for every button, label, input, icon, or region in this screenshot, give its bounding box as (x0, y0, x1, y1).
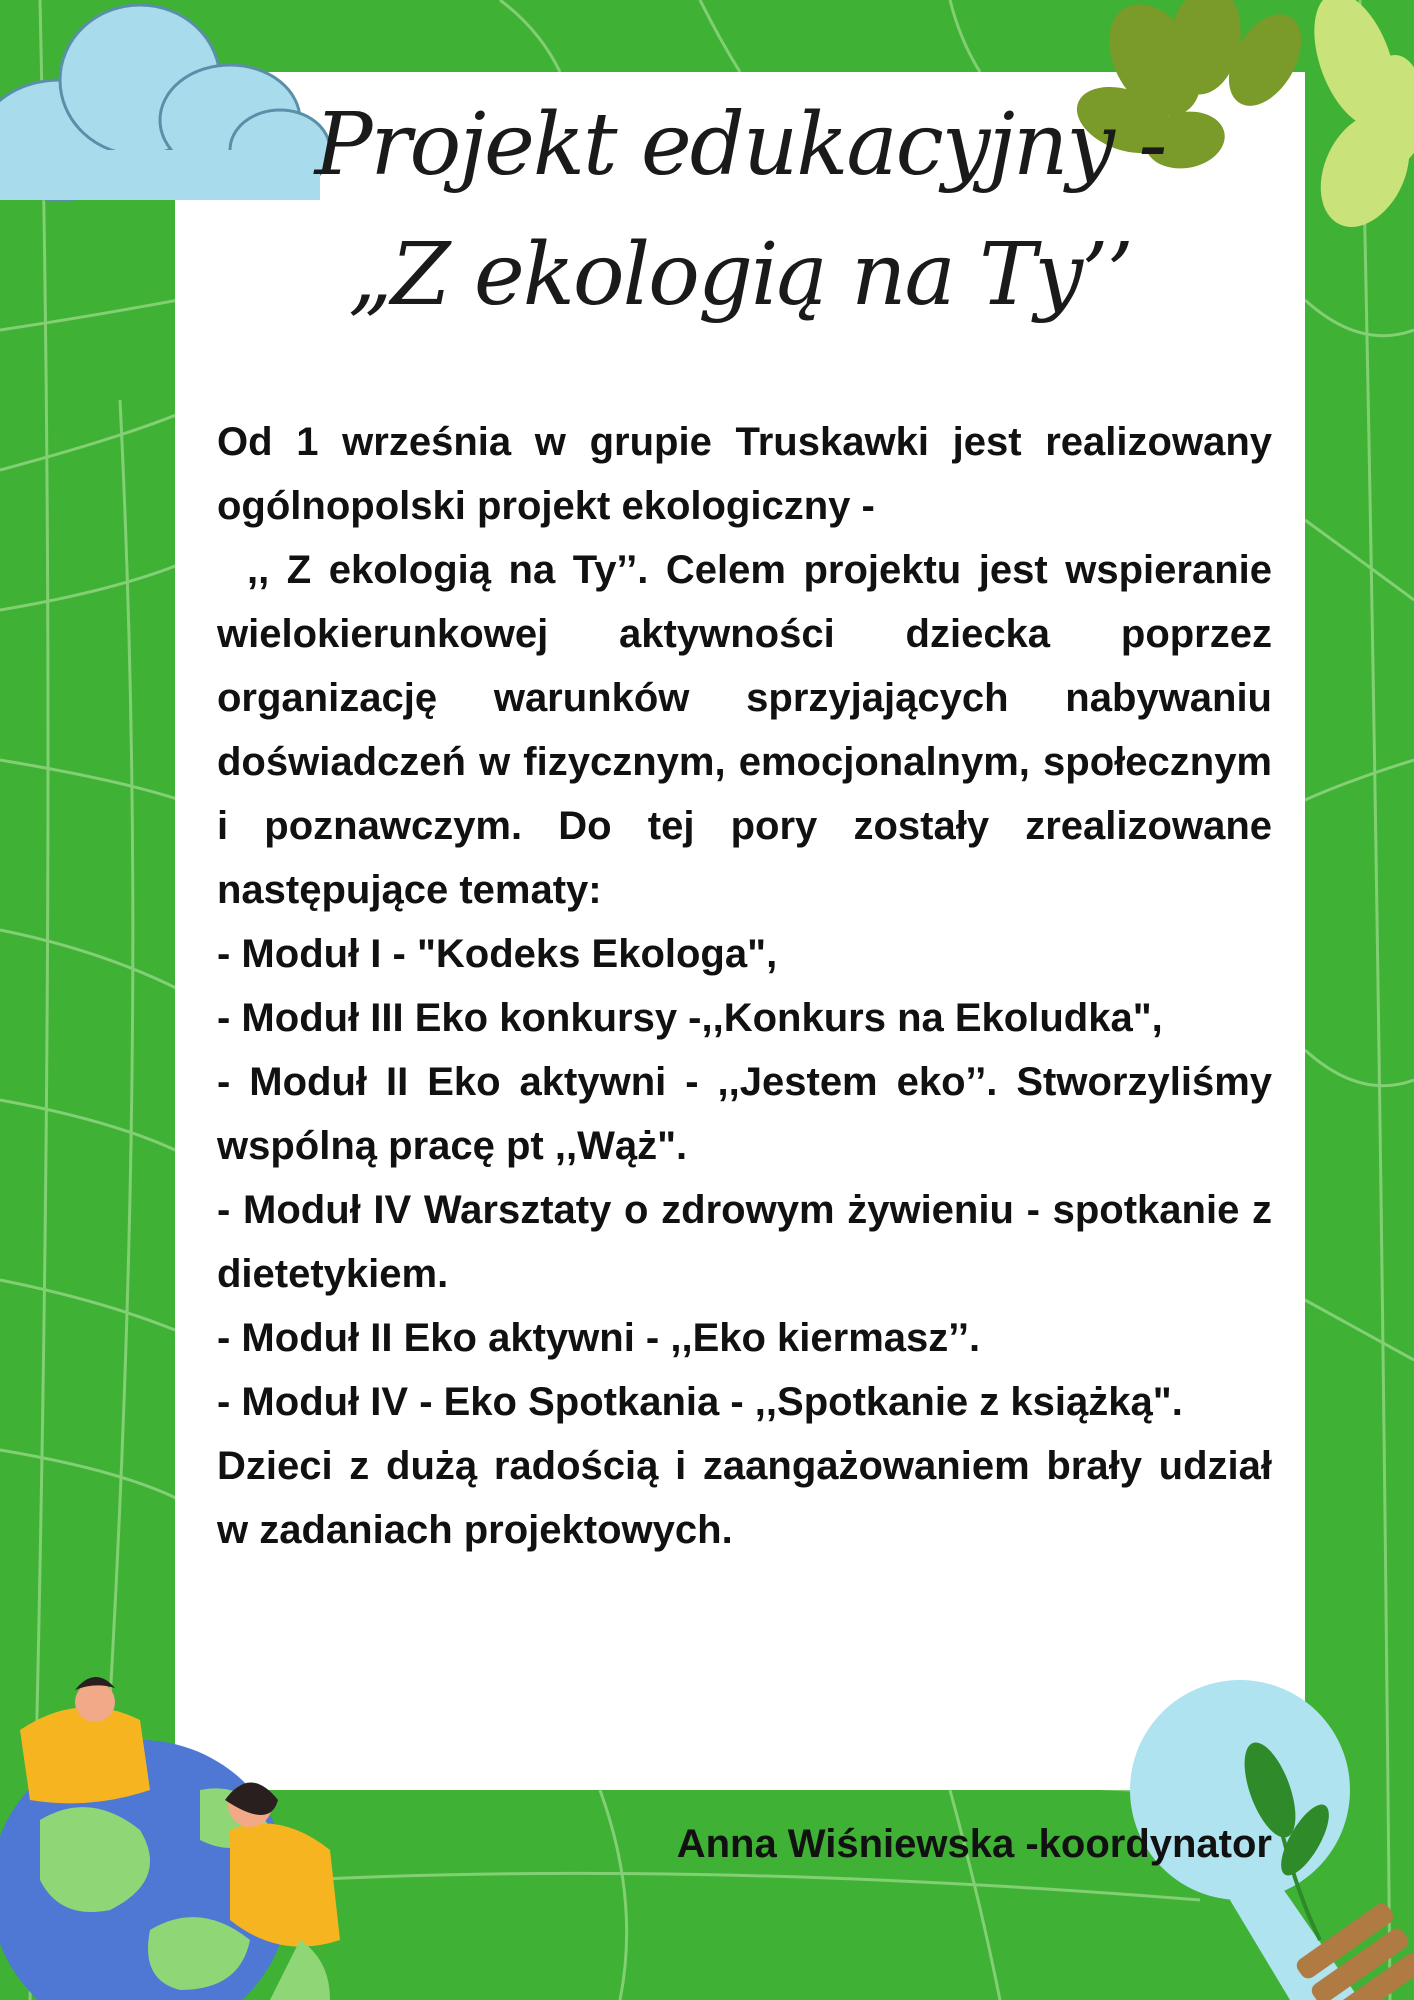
globe-people-illustration (0, 1660, 360, 2000)
module-item: - Moduł III Eko konkursy -,,Konkurs na Ekoludka", (217, 996, 1163, 1040)
module-item: - Moduł II Eko aktywni - ,,Eko kiermasz’’. (217, 1316, 981, 1360)
intro-paragraph (217, 410, 1272, 922)
intro-line-2: ,, Z ekologią na Ty’’. Celem projektu jest wspieranie wielokierunkowej aktywności dziecka poprzez organizację warunków sprzyjających nabywaniu doświadczeń w fizycznym, emocjonalnym, społecznym i poznawczym. Do tej pory zostały zrealizowane następujące tematy: (217, 548, 1272, 912)
module-item: - Moduł II Eko aktywni - ,,Jestem eko’’. Stworzyliśmy wspólną pracę pt ,,Wąż". (217, 1060, 1272, 1168)
body-text (217, 410, 1272, 1562)
signature: Anna Wiśniewska -koordynator (676, 1822, 1272, 1866)
intro-line-1: Od 1 września w grupie Truskawki jest realizowany ogólnopolski projekt ekologiczny - (217, 420, 1272, 528)
module-item: - Moduł IV - Eko Spotkania - ,,Spotkanie z książką". (217, 1380, 1183, 1424)
page-title (175, 85, 1305, 340)
closing-paragraph: Dzieci z dużą radością i zaangażowaniem brały udział w zadaniach projektowych. (217, 1444, 1272, 1552)
module-item: - Moduł IV Warsztaty o zdrowym żywieniu - spotkanie z dietetykiem. (217, 1188, 1272, 1296)
module-item: - Moduł I - "Kodeks Ekologa", (217, 932, 778, 976)
title-line-2: „Z ekologią na Ty’’ (348, 225, 1132, 325)
title-line-1: Projekt edukacyjny - (314, 95, 1166, 195)
